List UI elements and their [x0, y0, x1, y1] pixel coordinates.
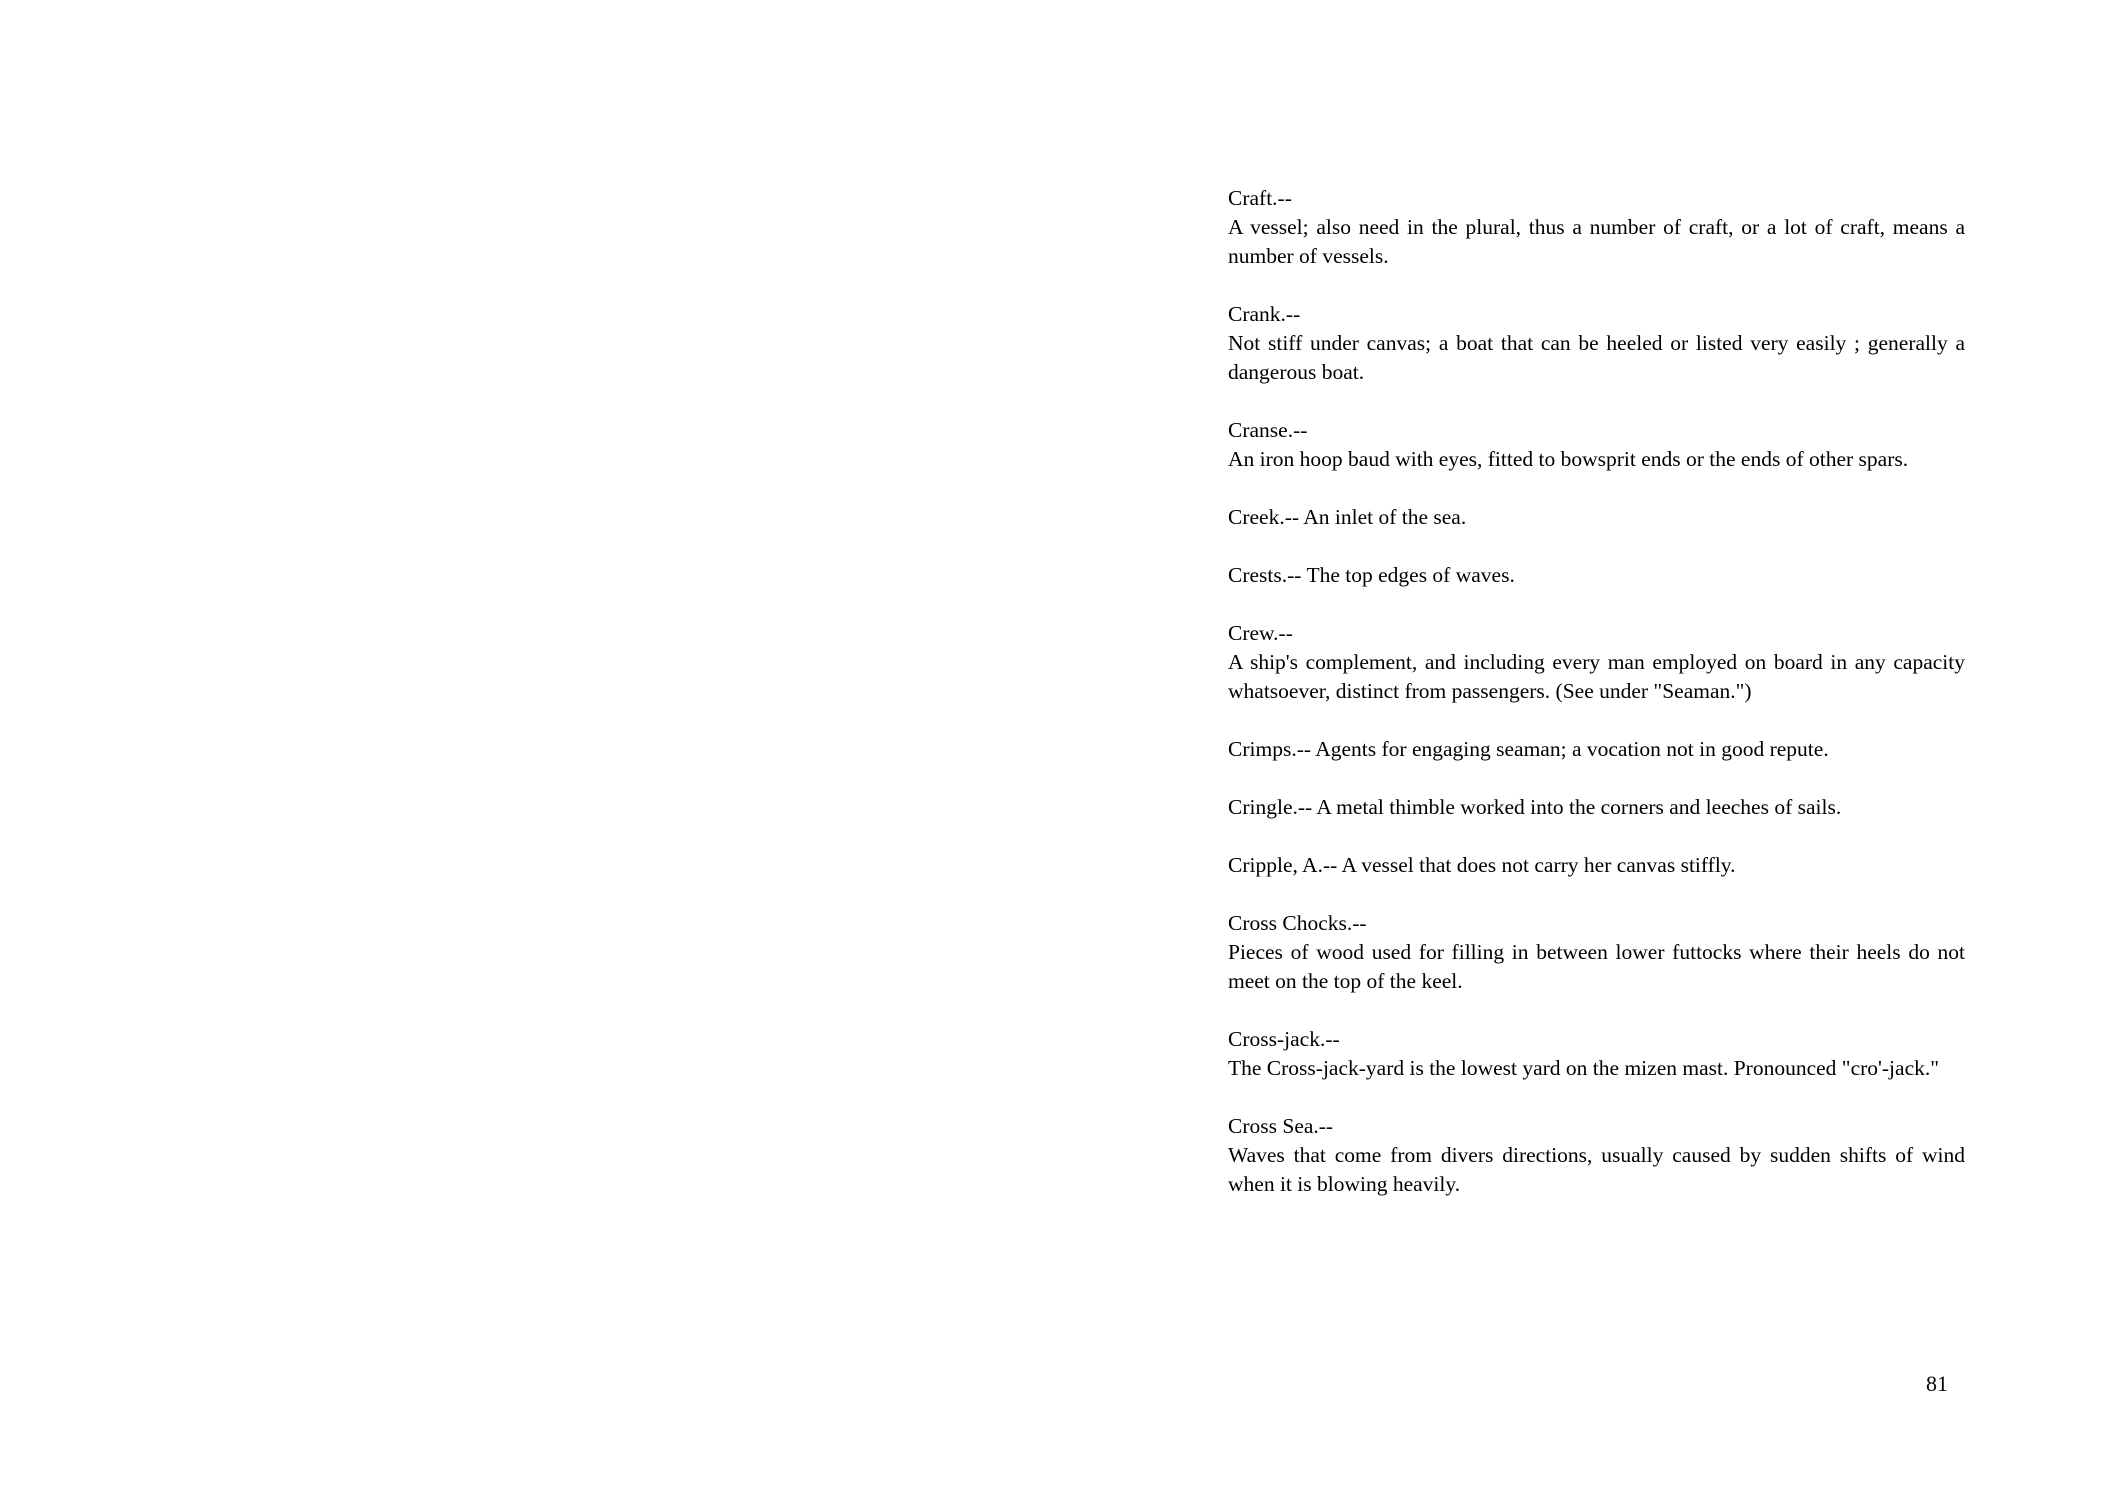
page-number: 81 — [1926, 1371, 1948, 1396]
entry-definition: The Cross-jack-yard is the lowest yard on the mizen mast. Pronounced "cro'-jack." — [1228, 1056, 1940, 1080]
entry-definition: An inlet of the sea. — [1303, 505, 1467, 529]
entry-definition: A metal thimble worked into the corners and leeches of sails. — [1316, 795, 1842, 819]
entry-term: Crests.-- — [1228, 563, 1302, 587]
entry-definition: Pieces of wood used for filling in between lower futtocks where their heels do not meet on the top of the keel. — [1228, 940, 1965, 993]
entry-definition: Waves that come from divers directions, usually caused by sudden shifts of wind when it is blowing heavily. — [1228, 1143, 1965, 1196]
entry-line — [1228, 851, 1965, 880]
entry-term: Cross Sea.-- — [1228, 1114, 1334, 1138]
glossary-entry-crimps — [1228, 735, 1965, 764]
entry-definition: An iron hoop baud with eyes, fitted to bowsprit ends or the ends of other spars. — [1228, 447, 1909, 471]
glossary-entry-cross-chocks — [1228, 909, 1965, 996]
entry-definition: A vessel that does not carry her canvas stiffly. — [1341, 853, 1736, 877]
glossary-entry-cranse — [1228, 416, 1965, 474]
glossary-entry-crew — [1228, 619, 1965, 706]
entry-term: Crew.-- — [1228, 621, 1293, 645]
entry-definition: Not stiff under canvas; a boat that can be heeled or listed very easily ; generally a dangerous boat. — [1228, 331, 1965, 384]
glossary-entry-cripple — [1228, 851, 1965, 880]
glossary-entry-crests — [1228, 561, 1965, 590]
glossary-entry-cross-jack — [1228, 1025, 1965, 1083]
entry-term: Craft.-- — [1228, 186, 1292, 210]
entry-line — [1228, 561, 1965, 590]
entry-term: Crimps.-- — [1228, 737, 1312, 761]
glossary-column — [1228, 184, 1965, 1228]
entry-definition: The top edges of waves. — [1306, 563, 1515, 587]
entry-term: Cringle.-- — [1228, 795, 1313, 819]
entry-term: Crank.-- — [1228, 302, 1301, 326]
glossary-entry-creek — [1228, 503, 1965, 532]
glossary-entry-cross-sea — [1228, 1112, 1965, 1199]
glossary-entry-cringle — [1228, 793, 1965, 822]
entry-line — [1228, 793, 1965, 822]
entry-definition: A vessel; also need in the plural, thus a number of craft, or a lot of craft, means a number of vessels. — [1228, 215, 1965, 268]
entry-term: Creek.-- — [1228, 505, 1300, 529]
glossary-entry-craft — [1228, 184, 1965, 271]
entry-term: Cranse.-- — [1228, 418, 1308, 442]
entry-term: Cross Chocks.-- — [1228, 911, 1367, 935]
entry-line — [1228, 503, 1965, 532]
entry-term: Cross-jack.-- — [1228, 1027, 1340, 1051]
glossary-entry-crank — [1228, 300, 1965, 387]
entry-definition: A ship's complement, and including every man employed on board in any capacity whatsoever, distinct from passengers. (See under "Seaman.") — [1228, 650, 1965, 703]
entry-definition: Agents for engaging seaman; a vocation not in good repute. — [1315, 737, 1829, 761]
entry-line — [1228, 735, 1965, 764]
entry-term: Cripple, A.-- — [1228, 853, 1338, 877]
